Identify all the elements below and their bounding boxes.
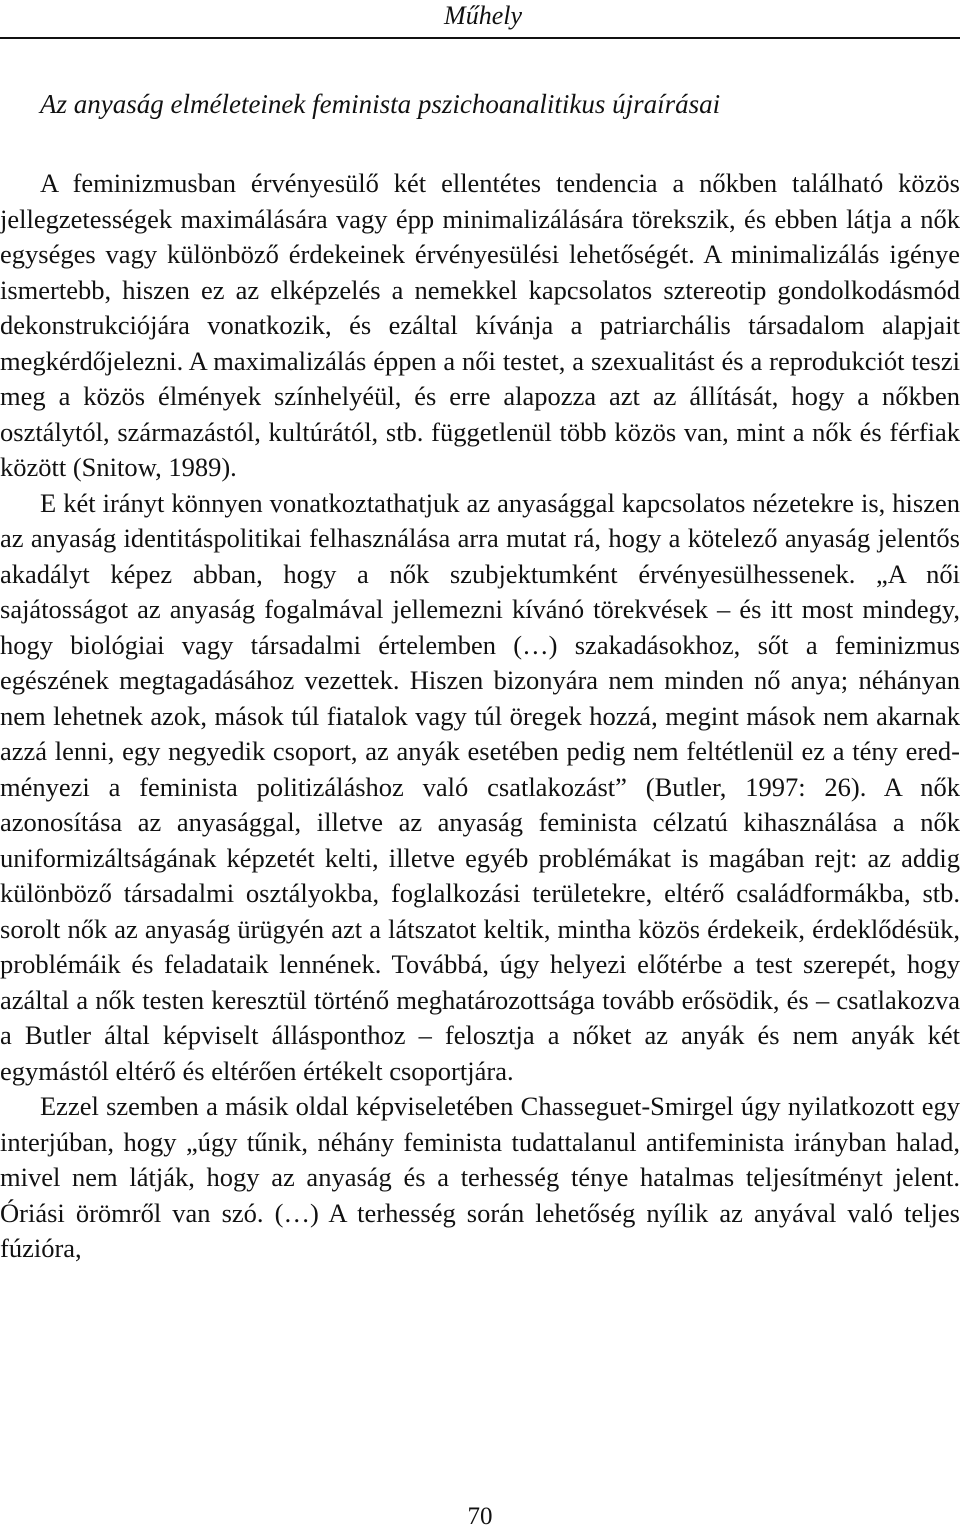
paragraph: A feminizmusban érvényesülő két ellentétes tendencia a nőkben található közös jellegzetességek maximálására vagy épp minimalizálására törekszik, és ebben látja a nők egységes vagy különböző érdekeinek érvényesülési lehetőségét. A minimalizálás igénye ismertebb, hiszen ez az elképzelés a nemekkel kapcsolatos sztereotip gondolkodásmód dekonstrukciójára vonatkozik, és ezáltal kívánja a patriarchális társadalom alapjait megkérdőjelezni. A maximalizálás éppen a női testet, a szexualitást és a reprodukciót teszi meg a közös élmények színhelyéül, és erre alapozza azt az állítását, hogy a nőkben osztálytól, származástól, kultúrától, stb. függetlenül több közös van, mint a nők és férfiak között (Snitow, 1989). <box>0 168 960 482</box>
header-rule <box>0 37 960 39</box>
page-number: 70 <box>467 1503 493 1530</box>
paragraph: E két irányt könnyen vonatkoztathatjuk az anyasággal kapcsolatos nézetekre is, hiszen az anyaság identitáspolitikai felhasználása arra mutat rá, hogy a kötelező anyaság jelentős akadályt képez abban, hogy a nők szubjektumként érvényesülhessenek. „A női sajátosságot az anyaság fogalmával jellemezni kívánó törekvések – és itt most mindegy, hogy biológiai vagy társadalmi értelemben (…) szakadásokhoz, sőt a feminizmus egészének megtagadásához vezettek. Hiszen bizonyára nem minden nő anya; néhányan nem lehetnek azok, mások túl fiatalok vagy túl öregek hozzá, megint mások nem akarnak azzá lenni, egy negyedik csoport, az anyák esetében pedig nem feltétlenül ez a tény eredményezi a feminista politizáláshoz való csatlakozást” (Butler, 1997: 26). A nők azonosítása az anyasággal, illetve az anyaság feminista célzatú kihasználása a nők uniformizáltságának képzetét kelti, illetve egyéb problémákat is magában rejt: az addig különböző társadalmi osztályokba, foglalkozási területekre, eltérő családformákba, stb. sorolt nők az anyaság ürügyén azt a látszatot keltik, mintha közös érdekeik, érdeklődésük, problémáik és feladataik lennének. Továbbá, úgy helyezi előtérbe a test szerepét, hogy azáltal a nők testen keresztül történő meghatározottsága tovább erősödik, és – csatlakozva a Butler által képviselt állásponthoz – felosztja a nőket az anyák és nem anyák két egymástól eltérő és eltérően értékelt csoportjára. <box>0 487 960 1086</box>
paragraph: Ezzel szemben a másik oldal képviseletében Chasseguet-Smirgel úgy nyilatkozott egy interjúban, hogy „úgy tűnik, néhány feminista tudattalanul antifeminista irányban halad, mivel nem látják, hogy az anyaság és a terhesség ténye hatalmas teljesítményt jelent. Óriási örömről van szó. (…) A terhesség során lehetőség nyílik az anyával való teljes fúzióra, <box>0 1091 960 1263</box>
body-text <box>0 166 960 1267</box>
running-head: Műhely <box>444 1 522 30</box>
section-title: Az anyaság elméleteinek feminista pszichoanalitikus újraírásai <box>40 89 721 119</box>
